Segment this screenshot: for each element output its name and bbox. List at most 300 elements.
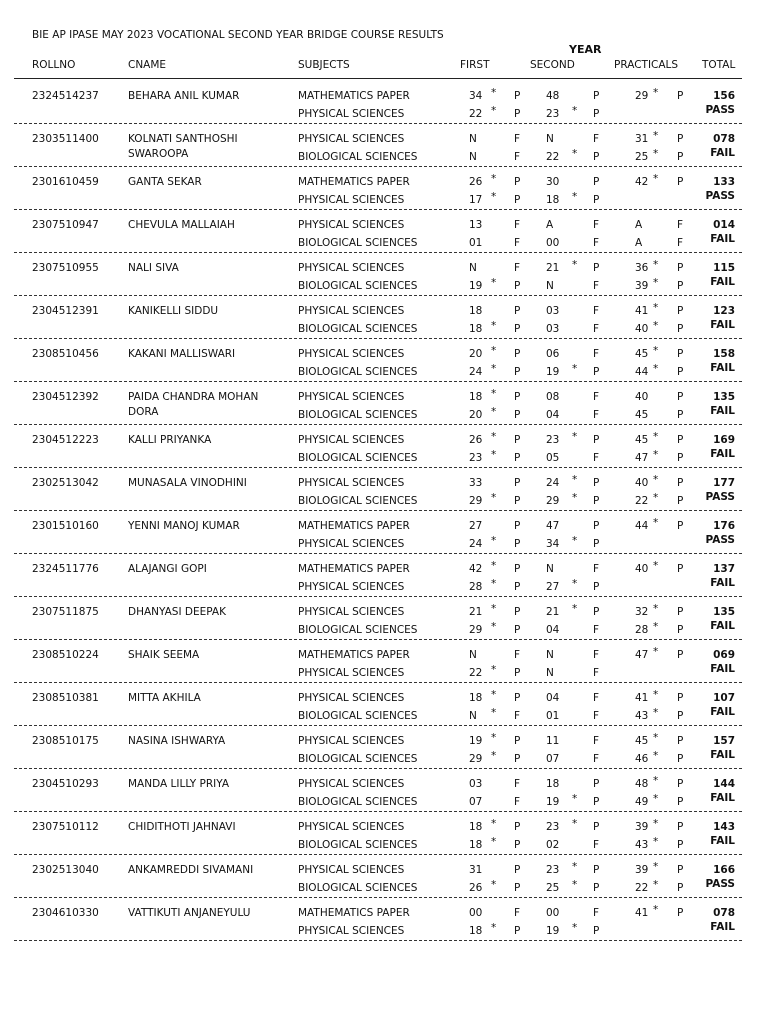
practical-mark: 49 xyxy=(635,796,649,808)
first-star: * xyxy=(491,105,497,117)
first-mark: 18 xyxy=(469,839,483,851)
first-result: P xyxy=(514,839,521,851)
first-mark: 33 xyxy=(469,477,483,489)
name-cell: CHEVULA MALLAIAH xyxy=(128,219,235,231)
practical-mark: 39 xyxy=(635,821,649,833)
practical-star: * xyxy=(653,836,659,848)
first-mark: 07 xyxy=(469,796,483,808)
subject-cell: BIOLOGICAL SCIENCES xyxy=(298,839,418,851)
first-result: P xyxy=(514,348,521,360)
subject-cell: MATHEMATICS PAPER xyxy=(298,90,410,102)
practical-mark: 45 xyxy=(635,735,649,747)
second-result: F xyxy=(593,452,600,464)
first-mark: 18 xyxy=(469,391,483,403)
second-mark: 18 xyxy=(546,194,560,206)
subject-cell: BIOLOGICAL SCIENCES xyxy=(298,710,418,722)
rollno-cell: 2302513040 xyxy=(32,864,99,876)
practical-result: P xyxy=(677,477,684,489)
cname-header: CNAME xyxy=(128,59,167,71)
first-mark: 18 xyxy=(469,821,483,833)
subject-cell: PHYSICAL SCIENCES xyxy=(298,864,405,876)
subject-cell: BIOLOGICAL SCIENCES xyxy=(298,624,418,636)
second-result: F xyxy=(593,624,600,636)
first-star: * xyxy=(491,707,497,719)
subject-cell: MATHEMATICS PAPER xyxy=(298,176,410,188)
table-row xyxy=(0,769,768,812)
practical-mark: 45 xyxy=(635,434,649,446)
second-mark: 23 xyxy=(546,864,560,876)
second-star: * xyxy=(572,148,578,160)
name-cell: KAKANI MALLISWARI xyxy=(128,348,236,360)
practicals-header: PRACTICALS xyxy=(614,59,679,71)
total-cell: 169 xyxy=(713,434,735,446)
practical-mark: 47 xyxy=(635,649,649,661)
first-result: P xyxy=(514,581,521,593)
first-result: P xyxy=(514,753,521,765)
practical-star: * xyxy=(653,431,659,443)
subject-cell: BIOLOGICAL SCIENCES xyxy=(298,237,418,249)
rollno-cell: 2304510293 xyxy=(32,778,99,790)
rollno-cell: 2308510381 xyxy=(32,692,99,704)
subject-cell: BIOLOGICAL SCIENCES xyxy=(298,882,418,894)
table-row xyxy=(0,296,768,339)
second-result: P xyxy=(593,176,600,188)
name-cell: ANKAMREDDI SIVAMANI xyxy=(128,864,254,876)
second-result: P xyxy=(593,520,600,532)
total-cell: 107 xyxy=(713,692,735,704)
result-cell: FAIL xyxy=(710,749,735,761)
first-result: F xyxy=(514,237,521,249)
second-star: * xyxy=(572,191,578,203)
result-cell: FAIL xyxy=(710,147,735,159)
rollno-cell: 2308510175 xyxy=(32,735,99,747)
second-star: * xyxy=(572,535,578,547)
subject-cell: BIOLOGICAL SCIENCES xyxy=(298,409,418,421)
first-star: * xyxy=(491,388,497,400)
table-row xyxy=(0,683,768,726)
second-star: * xyxy=(572,818,578,830)
second-result: P xyxy=(593,434,600,446)
second-mark: 19 xyxy=(546,925,560,937)
second-result: F xyxy=(593,735,600,747)
second-mark: 00 xyxy=(546,237,560,249)
rollno-cell: 2303511400 xyxy=(32,133,99,145)
practical-star: * xyxy=(653,904,659,916)
total-header: TOTAL xyxy=(702,59,736,71)
practical-result: F xyxy=(677,237,684,249)
rollno-cell: 2307510947 xyxy=(32,219,99,231)
second-result: F xyxy=(593,280,600,292)
practical-result: P xyxy=(677,710,684,722)
practical-mark: 43 xyxy=(635,839,649,851)
first-header: FIRST xyxy=(460,59,490,71)
practical-star: * xyxy=(653,87,659,99)
first-result: P xyxy=(514,882,521,894)
practical-mark: 29 xyxy=(635,90,649,102)
practical-star: * xyxy=(653,793,659,805)
practical-mark: 39 xyxy=(635,280,649,292)
first-mark: 42 xyxy=(469,563,483,575)
total-cell: 135 xyxy=(713,391,735,403)
first-mark: N xyxy=(469,133,477,145)
first-result: P xyxy=(514,864,521,876)
first-star: * xyxy=(491,578,497,590)
subject-cell: BIOLOGICAL SCIENCES xyxy=(298,796,418,808)
second-mark: 11 xyxy=(546,735,560,747)
practical-mark: 40 xyxy=(635,323,649,335)
practical-result: P xyxy=(677,864,684,876)
rollno-cell: 2302513042 xyxy=(32,477,99,489)
second-result: F xyxy=(593,563,600,575)
first-star: * xyxy=(491,750,497,762)
practical-star: * xyxy=(653,130,659,142)
practical-star: * xyxy=(653,173,659,185)
total-cell: 158 xyxy=(713,348,735,360)
first-result: P xyxy=(514,176,521,188)
practical-result: P xyxy=(677,323,684,335)
second-mark: 48 xyxy=(546,90,560,102)
subject-cell: PHYSICAL SCIENCES xyxy=(298,606,405,618)
subject-cell: PHYSICAL SCIENCES xyxy=(298,581,405,593)
table-row xyxy=(0,339,768,382)
second-result: F xyxy=(593,710,600,722)
first-star: * xyxy=(491,879,497,891)
practical-star: * xyxy=(653,689,659,701)
row-divider xyxy=(14,940,742,941)
first-star: * xyxy=(491,449,497,461)
practical-result: P xyxy=(677,495,684,507)
total-cell: 069 xyxy=(713,649,735,661)
total-cell: 144 xyxy=(713,778,735,790)
total-cell: 166 xyxy=(713,864,735,876)
first-star: * xyxy=(491,320,497,332)
second-mark: 21 xyxy=(546,606,560,618)
subject-cell: PHYSICAL SCIENCES xyxy=(298,133,405,145)
first-mark: 18 xyxy=(469,925,483,937)
total-cell: 078 xyxy=(713,907,735,919)
name-cell: YENNI MANOJ KUMAR xyxy=(128,520,240,532)
second-mark: 19 xyxy=(546,366,560,378)
first-result: F xyxy=(514,710,521,722)
first-star: * xyxy=(491,535,497,547)
second-mark: 24 xyxy=(546,477,560,489)
name-cell: SHAIK SEEMA xyxy=(128,649,200,661)
practical-star: * xyxy=(653,320,659,332)
first-mark: 03 xyxy=(469,778,483,790)
rollno-cell: 2324511776 xyxy=(32,563,99,575)
second-mark: 34 xyxy=(546,538,560,550)
second-mark: N xyxy=(546,667,554,679)
total-cell: 133 xyxy=(713,176,735,188)
result-cell: FAIL xyxy=(710,835,735,847)
first-mark: 20 xyxy=(469,409,483,421)
subject-cell: PHYSICAL SCIENCES xyxy=(298,821,405,833)
name-cell: PAIDA CHANDRA MOHAN xyxy=(128,391,259,403)
subject-cell: PHYSICAL SCIENCES xyxy=(298,348,405,360)
first-star: * xyxy=(491,277,497,289)
first-star: * xyxy=(491,191,497,203)
name-cell: MANDA LILLY PRIYA xyxy=(128,778,230,790)
second-result: P xyxy=(593,538,600,550)
subjects-header: SUBJECTS xyxy=(298,59,350,71)
first-star: * xyxy=(491,363,497,375)
second-result: P xyxy=(593,90,600,102)
first-mark: N xyxy=(469,649,477,661)
subject-cell: MATHEMATICS PAPER xyxy=(298,520,410,532)
total-cell: 177 xyxy=(713,477,735,489)
second-mark: 22 xyxy=(546,151,560,163)
name-cell-continued: SWAROOPA xyxy=(128,148,189,160)
first-mark: 22 xyxy=(469,108,483,120)
header-divider xyxy=(14,78,742,79)
practical-star: * xyxy=(653,646,659,658)
rollno-header: ROLLNO xyxy=(32,59,76,71)
year-header: YEAR xyxy=(569,43,602,56)
result-cell: FAIL xyxy=(710,362,735,374)
practical-star: * xyxy=(653,818,659,830)
second-mark: 18 xyxy=(546,778,560,790)
practical-mark: 42 xyxy=(635,176,649,188)
table-row xyxy=(0,640,768,683)
second-star: * xyxy=(572,578,578,590)
second-mark: 23 xyxy=(546,434,560,446)
result-cell: PASS xyxy=(705,104,735,116)
second-mark: 05 xyxy=(546,452,560,464)
practical-result: F xyxy=(677,219,684,231)
practical-star: * xyxy=(653,148,659,160)
second-result: F xyxy=(593,649,600,661)
first-result: P xyxy=(514,366,521,378)
subject-cell: PHYSICAL SCIENCES xyxy=(298,305,405,317)
second-result: P xyxy=(593,194,600,206)
first-mark: 18 xyxy=(469,692,483,704)
subject-cell: PHYSICAL SCIENCES xyxy=(298,108,405,120)
total-cell: 135 xyxy=(713,606,735,618)
practical-result: P xyxy=(677,151,684,163)
practical-mark: 40 xyxy=(635,563,649,575)
first-result: P xyxy=(514,452,521,464)
first-mark: 19 xyxy=(469,280,483,292)
first-mark: 01 xyxy=(469,237,483,249)
result-cell: PASS xyxy=(705,534,735,546)
practical-result: P xyxy=(677,882,684,894)
result-cell: FAIL xyxy=(710,319,735,331)
first-star: * xyxy=(491,173,497,185)
first-result: F xyxy=(514,649,521,661)
result-cell: FAIL xyxy=(710,706,735,718)
practical-mark: 40 xyxy=(635,477,649,489)
first-star: * xyxy=(491,560,497,572)
practical-star: * xyxy=(653,259,659,271)
rollno-cell: 2301510160 xyxy=(32,520,99,532)
result-cell: FAIL xyxy=(710,405,735,417)
result-cell: FAIL xyxy=(710,233,735,245)
second-result: F xyxy=(593,753,600,765)
subject-cell: PHYSICAL SCIENCES xyxy=(298,692,405,704)
second-result: F xyxy=(593,692,600,704)
second-result: F xyxy=(593,409,600,421)
second-mark: 25 xyxy=(546,882,560,894)
second-mark: 29 xyxy=(546,495,560,507)
second-result: P xyxy=(593,477,600,489)
rollno-cell: 2301610459 xyxy=(32,176,99,188)
first-result: P xyxy=(514,563,521,575)
name-cell: ALAJANGI GOPI xyxy=(128,563,207,575)
rollno-cell: 2308510456 xyxy=(32,348,99,360)
practical-mark: 41 xyxy=(635,305,649,317)
table-row xyxy=(0,554,768,597)
second-star: * xyxy=(572,259,578,271)
name-cell: DHANYASI DEEPAK xyxy=(128,606,226,618)
practical-result: P xyxy=(677,907,684,919)
practical-star: * xyxy=(653,560,659,572)
second-result: F xyxy=(593,305,600,317)
practical-mark: 44 xyxy=(635,366,649,378)
first-mark: N xyxy=(469,151,477,163)
practical-result: P xyxy=(677,606,684,618)
result-cell: PASS xyxy=(705,190,735,202)
subject-cell: PHYSICAL SCIENCES xyxy=(298,778,405,790)
second-mark: 07 xyxy=(546,753,560,765)
practical-result: P xyxy=(677,735,684,747)
rollno-cell: 2307510955 xyxy=(32,262,99,274)
first-star: * xyxy=(491,406,497,418)
practical-star: * xyxy=(653,861,659,873)
practical-mark: 47 xyxy=(635,452,649,464)
rollno-cell: 2307510112 xyxy=(32,821,99,833)
first-result: P xyxy=(514,409,521,421)
total-cell: 157 xyxy=(713,735,735,747)
second-result: P xyxy=(593,882,600,894)
name-cell: NALI SIVA xyxy=(128,262,179,274)
table-row xyxy=(0,511,768,554)
rollno-cell: 2304512223 xyxy=(32,434,99,446)
name-cell: VATTIKUTI ANJANEYULU xyxy=(128,907,251,919)
second-mark: 23 xyxy=(546,108,560,120)
total-cell: 137 xyxy=(713,563,735,575)
second-result: P xyxy=(593,495,600,507)
second-mark: 30 xyxy=(546,176,560,188)
total-cell: 176 xyxy=(713,520,735,532)
first-star: * xyxy=(491,818,497,830)
practical-mark: 40 xyxy=(635,391,649,403)
practical-mark: 22 xyxy=(635,882,649,894)
practical-star: * xyxy=(653,345,659,357)
name-cell: BEHARA ANIL KUMAR xyxy=(128,90,240,102)
practical-result: P xyxy=(677,305,684,317)
result-cell: FAIL xyxy=(710,663,735,675)
subject-cell: BIOLOGICAL SCIENCES xyxy=(298,452,418,464)
practical-result: P xyxy=(677,753,684,765)
subject-cell: PHYSICAL SCIENCES xyxy=(298,262,405,274)
practical-star: * xyxy=(653,603,659,615)
practical-mark: 36 xyxy=(635,262,649,274)
practical-result: P xyxy=(677,839,684,851)
practical-result: P xyxy=(677,452,684,464)
first-mark: 29 xyxy=(469,753,483,765)
first-result: P xyxy=(514,280,521,292)
first-result: P xyxy=(514,495,521,507)
practical-mark: 48 xyxy=(635,778,649,790)
name-cell: NASINA ISHWARYA xyxy=(128,735,226,747)
name-cell: KANIKELLI SIDDU xyxy=(128,305,219,317)
second-mark: 08 xyxy=(546,391,560,403)
first-star: * xyxy=(491,664,497,676)
subject-cell: BIOLOGICAL SCIENCES xyxy=(298,323,418,335)
subject-cell: BIOLOGICAL SCIENCES xyxy=(298,366,418,378)
second-result: F xyxy=(593,323,600,335)
practical-result: P xyxy=(677,520,684,532)
rollno-cell: 2304512391 xyxy=(32,305,99,317)
subject-cell: MATHEMATICS PAPER xyxy=(298,907,410,919)
subject-cell: PHYSICAL SCIENCES xyxy=(298,434,405,446)
first-star: * xyxy=(491,603,497,615)
first-mark: 19 xyxy=(469,735,483,747)
second-result: F xyxy=(593,839,600,851)
practical-mark: 25 xyxy=(635,151,649,163)
second-mark: 27 xyxy=(546,581,560,593)
practical-mark: 41 xyxy=(635,692,649,704)
second-result: P xyxy=(593,778,600,790)
second-star: * xyxy=(572,603,578,615)
name-cell: GANTA SEKAR xyxy=(128,176,202,188)
first-mark: 21 xyxy=(469,606,483,618)
first-mark: 26 xyxy=(469,434,483,446)
first-result: P xyxy=(514,305,521,317)
rollno-cell: 2304610330 xyxy=(32,907,99,919)
practical-star: * xyxy=(653,732,659,744)
practical-result: P xyxy=(677,821,684,833)
practical-result: P xyxy=(677,348,684,360)
rollno-cell: 2308510224 xyxy=(32,649,99,661)
result-cell: FAIL xyxy=(710,276,735,288)
second-mark: 02 xyxy=(546,839,560,851)
total-cell: 156 xyxy=(713,90,735,102)
subject-cell: MATHEMATICS PAPER xyxy=(298,649,410,661)
first-star: * xyxy=(491,621,497,633)
practical-star: * xyxy=(653,474,659,486)
practical-result: P xyxy=(677,133,684,145)
second-mark: N xyxy=(546,133,554,145)
subject-cell: PHYSICAL SCIENCES xyxy=(298,194,405,206)
table-row xyxy=(0,812,768,855)
first-result: F xyxy=(514,262,521,274)
first-star: * xyxy=(491,922,497,934)
first-star: * xyxy=(491,689,497,701)
practical-mark: 28 xyxy=(635,624,649,636)
table-row xyxy=(0,382,768,425)
result-cell: FAIL xyxy=(710,792,735,804)
second-result: P xyxy=(593,366,600,378)
first-result: P xyxy=(514,624,521,636)
table-row xyxy=(0,124,768,167)
practical-mark: 31 xyxy=(635,133,649,145)
total-cell: 078 xyxy=(713,133,735,145)
result-cell: PASS xyxy=(705,878,735,890)
second-result: P xyxy=(593,108,600,120)
table-row xyxy=(0,210,768,253)
first-mark: 18 xyxy=(469,323,483,335)
second-result: P xyxy=(593,821,600,833)
practical-result: P xyxy=(677,649,684,661)
first-star: * xyxy=(491,345,497,357)
second-mark: A xyxy=(546,219,554,231)
first-mark: 26 xyxy=(469,882,483,894)
practical-result: P xyxy=(677,280,684,292)
result-cell: FAIL xyxy=(710,921,735,933)
total-cell: 143 xyxy=(713,821,735,833)
second-mark: 23 xyxy=(546,821,560,833)
